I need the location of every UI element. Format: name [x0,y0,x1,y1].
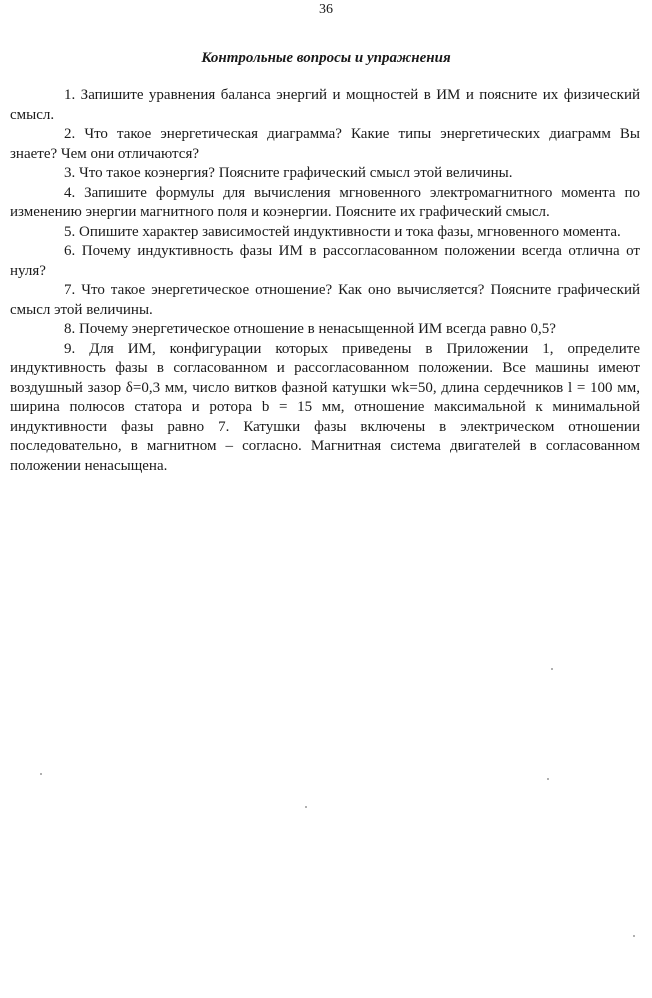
scan-speck [633,935,635,937]
scan-speck [305,806,307,808]
question-8: 8. Почему энергетическое отношение в ненасыщенной ИМ всегда равно 0,5? [64,321,556,337]
question-1: 1. Запишите уравнения баланса энергий и мощностей в ИМ и поясните их физический смысл. [10,87,640,123]
question-7: 7. Что такое энергетическое отношение? Как оно вычисляется? Поясните графический смысл этой величины. [10,282,640,318]
question-4: 4. Запишите формулы для вычисления мгновенного электромагнитного момента по изменению энергии магнитного поля и коэнергии. Поясните их графический смысл. [10,184,640,220]
section-title: Контрольные вопросы и упражнения [201,50,451,66]
scan-speck [551,668,553,670]
question-9: 9. Для ИМ, конфигурации которых приведены в Приложении 1, определите индуктивность фазы в согласованном и рассогласованном положении. Все машины имеют воздушный зазор δ=0,3 мм, число витков фазной катушки wk=50, длина сердечников l = 100 мм, ширина полюсов статора и ротора b = 15 мм, отношение максимальной к минимальной индуктивности фазы равно 7. Катушки фазы включены в электрическом отношении последовательно, в магнитном – согласно. Магнитная система двигателей в согласованном положении ненасыщена. [10,340,640,474]
scan-speck [547,778,549,780]
questions-list [10,86,640,476]
question-2: 2. Что такое энергетическая диаграмма? Какие типы энергетических диаграмм Вы знаете? Чем они отличаются? [10,126,640,162]
question-6: 6. Почему индуктивность фазы ИМ в рассогласованном положении всегда отлична от нуля? [10,243,640,279]
question-5: 5. Опишите характер зависимостей индуктивности и тока фазы, мгновенного момента. [64,223,621,240]
page-number: 36 [319,2,333,17]
scan-speck [40,773,42,775]
question-3: 3. Что такое коэнергия? Поясните графический смысл этой величины. [64,165,513,181]
